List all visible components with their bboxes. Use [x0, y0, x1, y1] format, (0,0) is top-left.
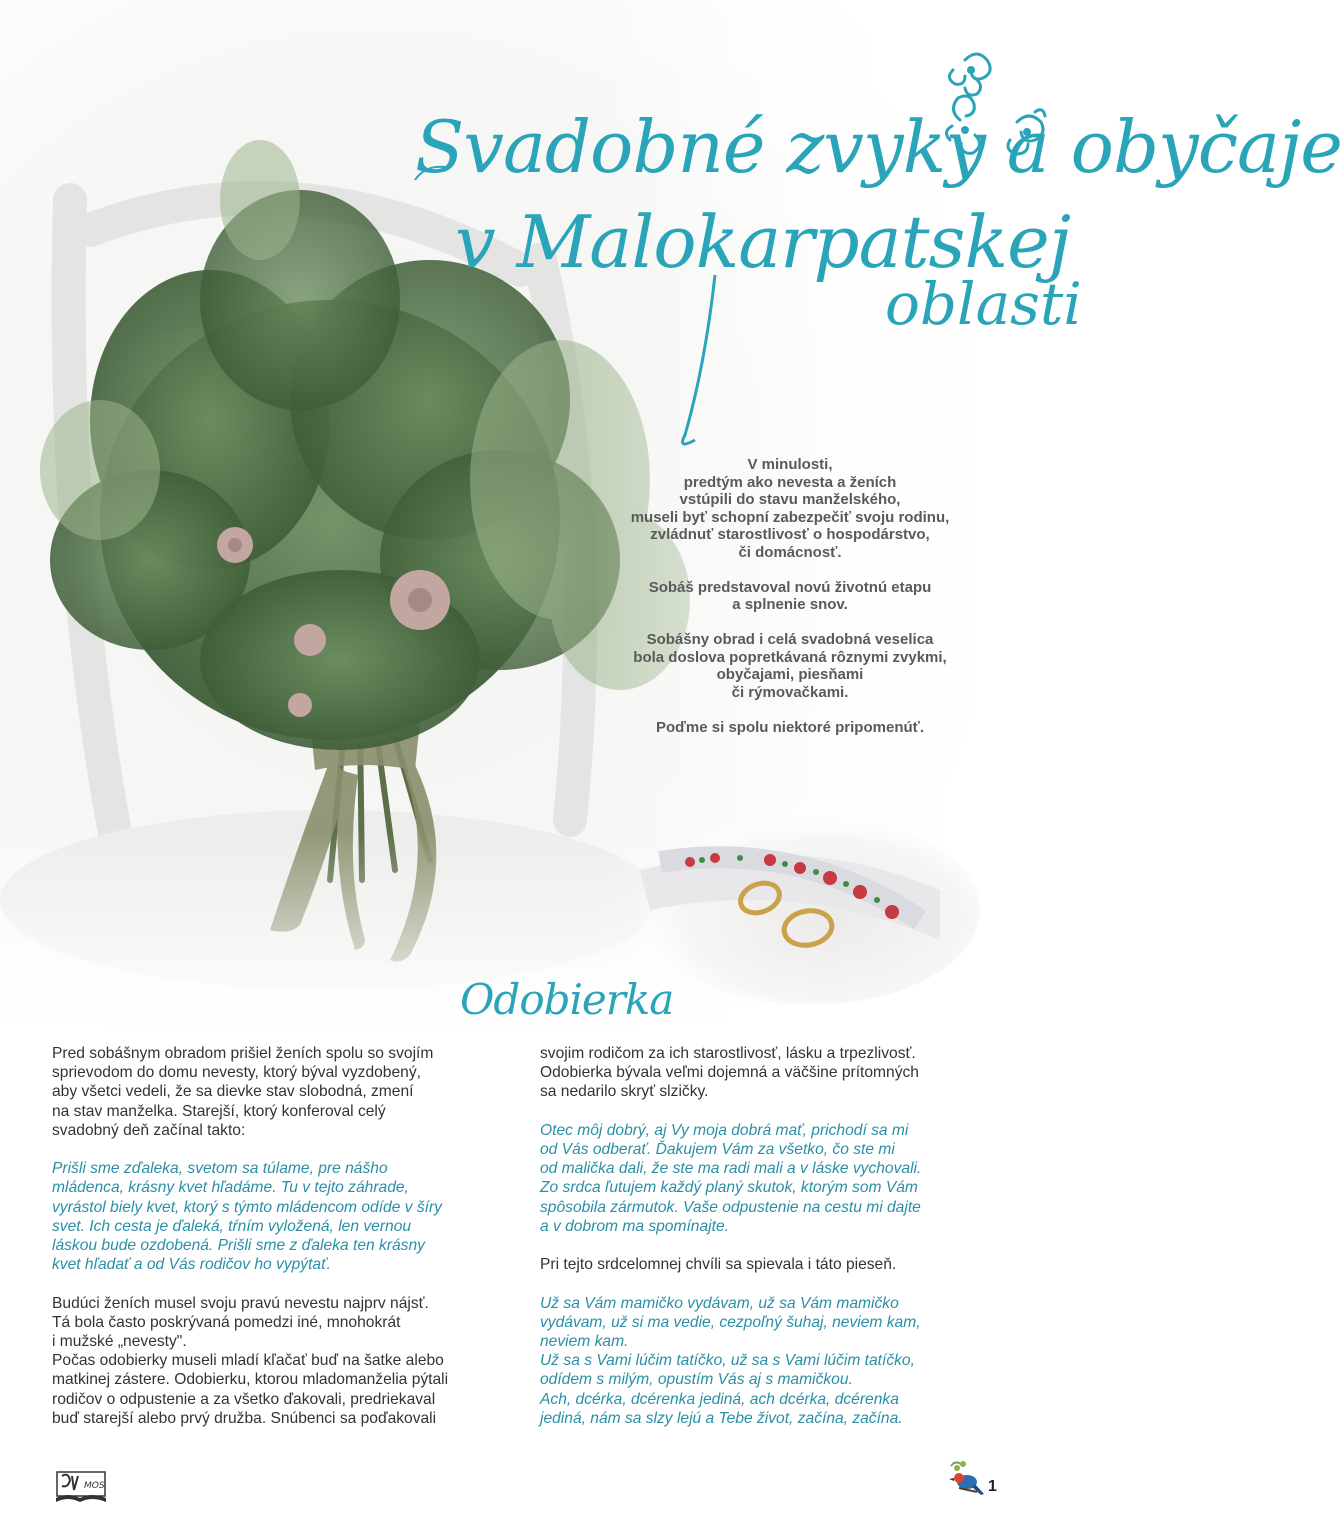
- body-paragraph: Budúci ženích musel svoju pravú nevestu najprv nájsť. Tá bola často poskrývaná pomedzi iné, mnohokrát i mužské „nevesty".: [52, 1294, 429, 1351]
- intro-paragraph: V minulosti, predtým ako nevesta a ženích vstúpili do stavu manželského, museli byť schopní zabezpečiť svoju rodinu, zvládnuť starostlivosť o hospodárstvo, či domácnosť.: [630, 456, 950, 561]
- intro-paragraph: Sobášny obrad i celá svadobná veselica bola doslova popretkávaná rôznymi zvykmi, obyčajami, piesňami či rýmovačkami.: [633, 631, 947, 701]
- body-paragraph: Pred sobášnym obradom prišiel ženích spolu so svojím sprievodom do domu nevesty, ktorý býval vyzdobený, aby všetci vedeli, že sa dievke stav slobodná, zmení na stav manželka. Starejší, ktorý konferoval celý svadobný deň začínal takto:: [52, 1045, 434, 1139]
- page-number: 1: [988, 1478, 997, 1495]
- page-title: [415, 105, 1342, 445]
- title-line-2: v Malokarpatskej: [455, 200, 1071, 284]
- intro-text: [590, 456, 990, 754]
- intro-paragraph: Sobáš predstavoval novú životnú etapu a splnenie snov.: [648, 578, 932, 613]
- verse-paragraph: Otec môj dobrý, aj Vy moja dobrá mať, prichodí sa mi od Vás odberať. Ďakujem Vám za všetko, čo ste mi od malička dali, že ste ma radi mali a v láske vychovali. Zo srdca ľutujem každý planý skutok, ktorým som Vám spôsobila zármutok. Vaše odpustenie na cestu mi dajte a v dobrom ma spomínajte.: [540, 1121, 922, 1235]
- body-paragraph: Pri tejto srdcelomnej chvíli sa spievala i táto pieseň.: [540, 1256, 897, 1274]
- section-heading: Odobierka: [460, 975, 674, 1024]
- mos-logo: [52, 1468, 110, 1504]
- body-paragraph: Počas odobierky museli mladí kľačať buď na šatke alebo matkinej zástere. Odobierku, ktorou mladomanželia pýtali rodičov o odpustenie a za všetko ďakovali, predriekaval buď starejší alebo prvý družba. Snúbenci sa poďakovali: [52, 1352, 449, 1427]
- song-verse: Už sa s Vami lúčim tatíčko, už sa s Vami lúčim tatíčko, odídem s milým, opustím Vás aj s mamičkou.: [540, 1352, 915, 1389]
- verse-paragraph: Prišli sme zďaleka, svetom sa túlame, pre nášho mládenca, krásny kvet hľadáme. Tu v tejto záhrade, vyrástol biely kvet, ktorý s týmto mládencom odíde v šíry svet. Ich cesta je ďaleká, tŕním vyložená, len vernou láskou bude ozdobená. Prišli sme z ďaleka ten krásny kvet hľadať a od Vás rodičov ho vypýtať.: [52, 1160, 442, 1274]
- song-verse: Ach, dcérka, dcérenka jediná, ach dcérka, dcérenka jediná, nám sa slzy lejú a Tebe život, začína, začína.: [540, 1390, 903, 1427]
- body-paragraph: svojim rodičom za ich starostlivosť, lásku a trpezlivosť. Odobierka bývala veľmi dojemná a väčšine prítomných sa nedarilo skryť slzičky.: [540, 1045, 919, 1101]
- right-column: [540, 1044, 1000, 1428]
- left-column: [52, 1044, 512, 1428]
- song-verse: Už sa Vám mamičko vydávam, už sa Vám mamičko vydávam, už si ma vedie, cezpoľný šuhaj, neviem kam, neviem kam.: [540, 1294, 921, 1350]
- title-line-3: oblasti: [885, 270, 1082, 338]
- intro-paragraph: Poďme si spolu niektoré pripomenúť.: [655, 718, 924, 736]
- bird-icon: [945, 1458, 985, 1500]
- logo-text: MOS: [84, 1481, 105, 1491]
- title-line-1: Svadobné zvyky a obyčaje: [415, 105, 1342, 189]
- wedding-rings-photo: [620, 800, 950, 1000]
